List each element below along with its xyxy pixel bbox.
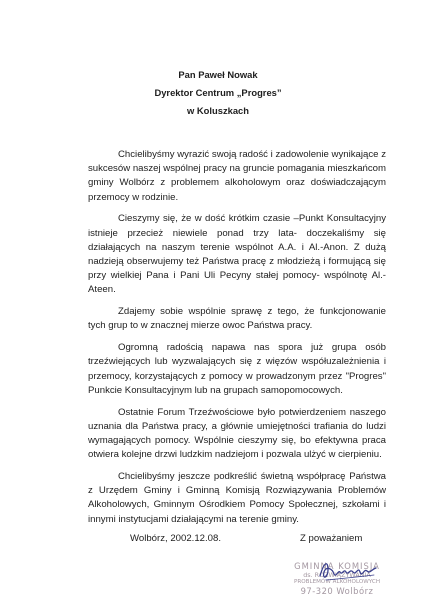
paragraph: Cieszymy się, że w dość krótkim czasie –Punkt Konsultacyjny istnieje przecież niewiele ponad trzy lata- doczekaliśmy się działających na naszym terenie wspólnot A.A. i Al.-Anon. Z dużą nadzieją obserwujemy też Państwa pracę z młodzieżą i formującą się przy wielkiej Pana i Pani Uli Pecyny stałej pomocy- wspólnotę Al.-Ateen. xyxy=(88,213,386,296)
handwritten-signature xyxy=(316,556,380,586)
addressee-location: w Koluszkach xyxy=(187,105,249,116)
letter-date: Wolbórz, 2002.12.08. xyxy=(130,533,222,544)
paragraph: Zdajemy sobie wspólnie sprawę z tego, że funkcjonowanie tych grup to w znacznej mierze owoc Państwa pracy. xyxy=(88,306,386,332)
addressee-block xyxy=(0,66,436,120)
closing-phrase: Z poważaniem xyxy=(300,533,363,544)
paragraph: Chcielibyśmy wyrazić swoją radość i zadowolenie wynikające z sukcesów naszej wspólnej pracy na gruncie pomagania mieszkańcom gminy Wolbórz z problemem alkoholowym oraz doświadczającym przemocy w rodzinie. xyxy=(88,149,386,203)
paragraph: Ogromną radością napawa nas spora już grupa osób trzeźwiejących lub wyzwalających się z więzów współuzależnienia i przemocy, korzystających z pomocy w prowadzonym przez "Progres" Punkcie Konsultacyjnym lub na grupach samopomocowych. xyxy=(88,342,386,396)
stamp-line: GMINNA KOMISJA xyxy=(294,561,380,571)
stamp-line: PROBLEMÓW ALKOHOLOWYCH xyxy=(293,579,381,585)
addressee-name: Pan Paweł Nowak xyxy=(178,69,258,80)
letter-body xyxy=(88,148,386,534)
stamp-line: 97-320 Wolbórz xyxy=(300,586,374,596)
addressee-position: Dyrektor Centrum „Progres” xyxy=(154,87,282,98)
stamp-line: ds. ROZWIĄZYWANIA xyxy=(303,571,371,579)
paragraph: Chcielibyśmy jeszcze podkreślić świetną współpracę Państwa z Urzędem Gminy i Gminną Komisją Rozwiązywania Problemów Alkoholowych, Gminnym Ośrodkiem Pomocy Społecznej, szkołami i innymi instytucjami działającymi na terenie gminy. xyxy=(88,471,386,525)
paragraph: Ostatnie Forum Trzeźwościowe było potwierdzeniem naszego uznania dla Państwa pracy, a głównie umiejętności trafiania do ludzi wymagających pomocy. Wspólnie cieszymy się, bo efektywna praca otwiera kolejne drzwi ludzkim nadziejom i pozwala ulżyć w cierpieniu. xyxy=(88,406,386,461)
